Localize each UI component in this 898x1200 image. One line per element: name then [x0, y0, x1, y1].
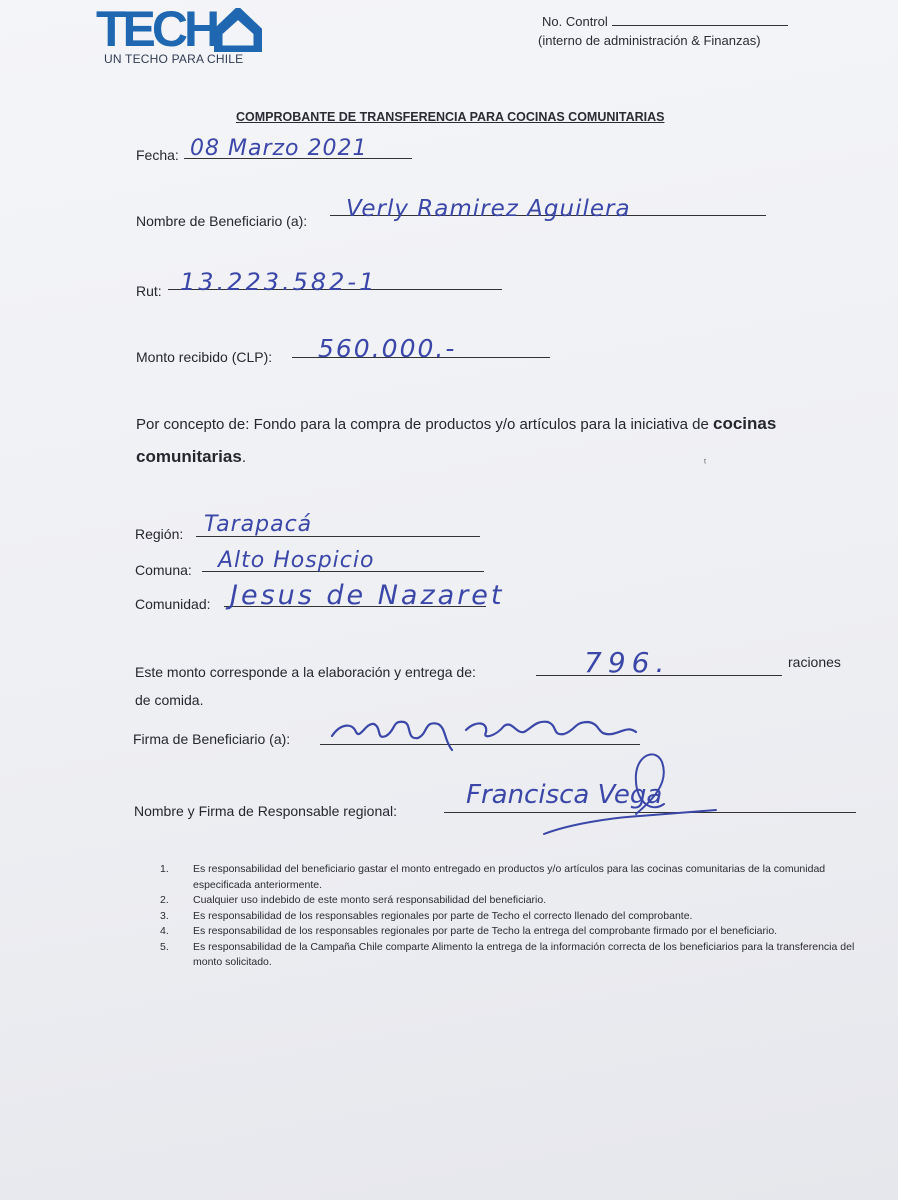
comunidad-value: Jesus de Nazaret [230, 580, 505, 611]
stray-mark: ᵗ [704, 458, 707, 469]
control-number [542, 14, 788, 29]
control-line [612, 25, 788, 26]
responsable-label: Nombre y Firma de Responsable regional: [134, 803, 398, 819]
note-item [160, 862, 870, 893]
region-label: Región: [135, 526, 184, 542]
responsable-signature-flourish [540, 744, 720, 844]
note-number: 5. [160, 940, 169, 953]
raciones-line2: de comida. [135, 692, 204, 708]
monto-value: 560.000.- [318, 334, 457, 363]
nombre-label: Nombre de Beneficiario (a): [136, 213, 308, 229]
notes-list [160, 862, 870, 971]
note-number: 4. [160, 925, 169, 937]
logo-wordmark: TECH [96, 1, 217, 57]
concept-bold-cocinas: cocinas [713, 414, 777, 433]
rut-value: 13.223.582-1 [180, 268, 378, 296]
note-item [160, 924, 870, 940]
concept-paragraph [136, 408, 856, 474]
raciones-text: Este monto corresponde a la elaboración y entrega de: [135, 664, 476, 680]
region-value: Tarapacá [204, 512, 313, 537]
concept-end: . [241, 449, 246, 466]
note-number: 2. [160, 894, 169, 906]
control-label: No. Control [542, 14, 608, 29]
raciones-suffix: raciones [788, 654, 841, 670]
responsable-value: Francisca Vega [466, 780, 663, 810]
monto-label: Monto recibido (CLP): [136, 349, 273, 365]
nombre-value: Verly Ramirez Aguilera [346, 196, 631, 222]
note-number: 3. [160, 909, 169, 922]
firma-label: Firma de Beneficiario (a): [133, 731, 291, 747]
fecha-value: 08 Marzo 2021 [190, 136, 368, 161]
note-text: Es responsabilidad de los responsables regionales por parte de Techo el correcto llenado del comprobante. [193, 909, 693, 922]
note-number: 1. [160, 863, 169, 875]
fecha-label: Fecha: [136, 147, 179, 163]
note-text: Es responsabilidad de la Campaña Chile comparte Alimento la entrega de la información correcta de los beneficiarios para la transferencia del monto solicitado. [193, 940, 855, 968]
rut-label: Rut: [136, 283, 162, 299]
concept-bold-comunitarias: comunitarias [136, 447, 242, 466]
concept-text: Por concepto de: Fondo para la compra de productos y/o artículos para la iniciativa de [136, 416, 713, 433]
document-title: COMPROBANTE DE TRANSFERENCIA PARA COCINAS COMUNITARIAS [236, 110, 665, 124]
note-item [160, 940, 870, 971]
note-text: Cualquier uso indebido de este monto será responsabilidad del beneficiario. [193, 894, 547, 906]
note-text: Es responsabilidad del beneficiario gastar el monto entregado en productos y/o artículos para las cocinas comunitarias de la comunidad especificada anteriormente. [193, 863, 826, 891]
comuna-value: Alto Hospicio [218, 548, 375, 573]
note-item [160, 893, 870, 909]
comunidad-label: Comunidad: [135, 596, 211, 612]
note-item [160, 909, 870, 925]
note-text: Es responsabilidad de los responsables regionales por parte de Techo la entrega del comprobante firmado por el beneficiario. [193, 925, 778, 937]
comuna-label: Comuna: [135, 562, 192, 578]
house-icon [214, 8, 262, 52]
control-subtitle: (interno de administración & Finanzas) [538, 33, 761, 48]
raciones-value: 796. [584, 646, 671, 679]
logo-subtitle: UN TECHO PARA CHILE [104, 52, 244, 66]
